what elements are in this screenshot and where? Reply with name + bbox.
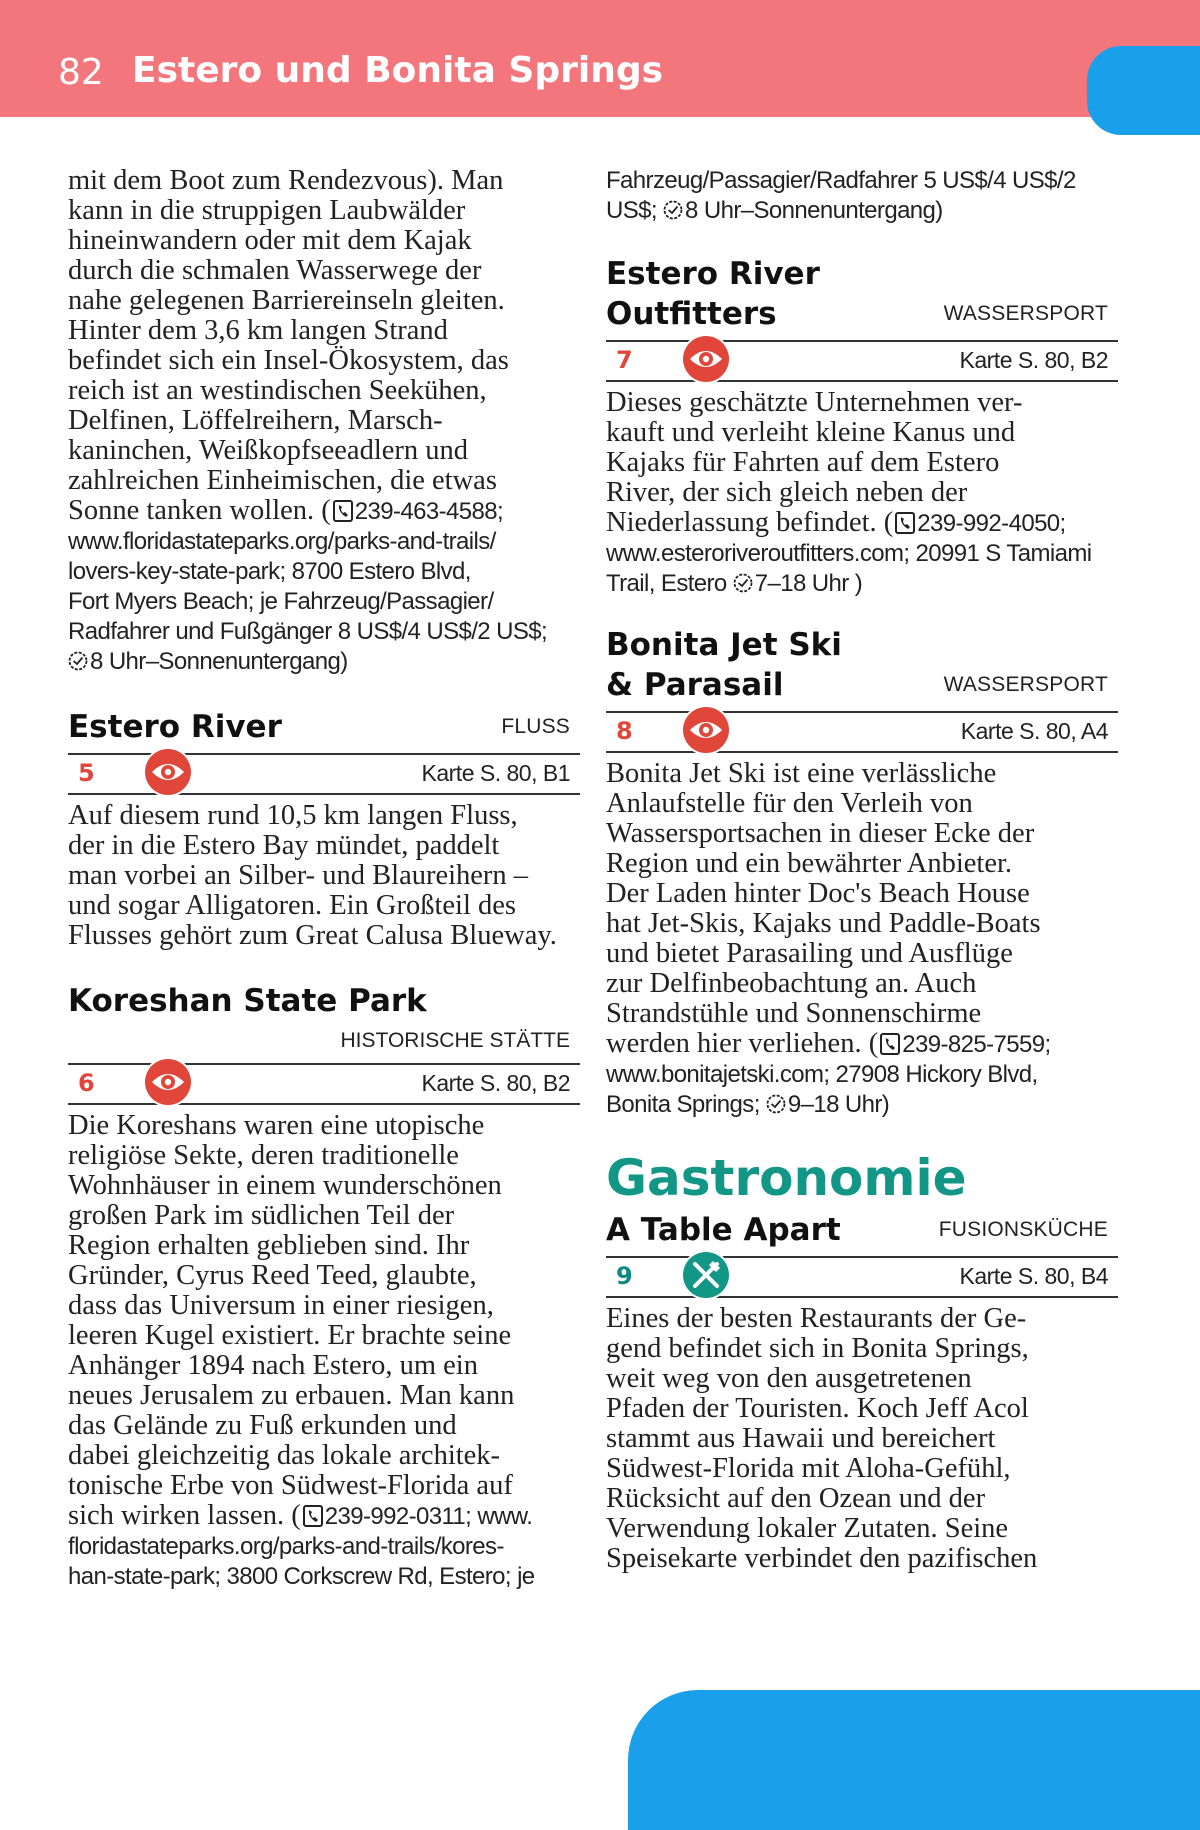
description-line <box>68 1501 580 1532</box>
intro-info-line: www.floridastateparks.org/parks-and-trails/ <box>68 528 496 555</box>
intro-line-text: Sonne tanken wollen. ( <box>68 495 331 526</box>
intro-line: durch die schmalen Wasserwege der <box>68 255 482 286</box>
intro-text <box>68 166 580 677</box>
listing-title: Koreshan State Park <box>68 983 427 1019</box>
continuation-text: US$; <box>606 197 664 224</box>
description-line: Region und ein bewährter Anbieter. <box>606 848 1013 879</box>
listing-hours: 7–18 Uhr ) <box>754 570 863 597</box>
description-line: Wassersportsachen in dieser Ecke der <box>606 818 1035 849</box>
description-line: Flusses gehört zum Great Calusa Blueway. <box>68 920 557 951</box>
description-line-text: werden hier verliehen. ( <box>606 1028 879 1059</box>
listing-title-line: Estero River <box>606 256 820 292</box>
listing-category: FLUSS <box>501 715 570 738</box>
listing-number: 6 <box>78 1069 95 1097</box>
listing-number: 9 <box>616 1262 633 1290</box>
listing-title-line: Outfitters <box>606 296 777 332</box>
description-line: Südwest-Florida mit Aloha-Gefühl, <box>606 1453 1011 1484</box>
intro-hours-line <box>68 647 580 677</box>
clock-icon <box>733 573 753 593</box>
intro-line: Delfinen, Löffelreihern, Marsch- <box>68 405 443 436</box>
description-line: leeren Kugel existiert. Er brachte seine <box>68 1320 512 1351</box>
listing-number: 7 <box>616 346 633 374</box>
listing-category: WASSERSPORT <box>943 673 1108 696</box>
intro-line: reich ist an westindischen Seekühen, <box>68 375 487 406</box>
description-line: großen Park im südlichen Teil der <box>68 1200 455 1231</box>
listing-bonita-jet-ski <box>606 625 1118 1120</box>
clock-icon <box>663 200 683 220</box>
intro-line: zahlreichen Einheimischen, die etwas <box>68 465 497 496</box>
description-line: River, der sich gleich neben der <box>606 477 968 508</box>
phone-icon <box>880 1033 900 1055</box>
listing-estero-river <box>68 707 580 951</box>
listing-header <box>606 625 1118 705</box>
eye-icon <box>681 334 731 384</box>
info-line <box>606 1090 1118 1120</box>
info-line: www.esteroriveroutfitters.com; 20991 S Tamiami <box>606 540 1092 567</box>
description-line: Verwendung lokaler Zutaten. Seine <box>606 1513 1009 1544</box>
info-line: han-state-park; 3800 Corkscrew Rd, Estero; je <box>68 1563 535 1590</box>
intro-line: Hinter dem 3,6 km langen Strand <box>68 315 448 346</box>
description-line: Gründer, Cyrus Reed Teed, glaubte, <box>68 1260 477 1291</box>
page-header <box>0 0 1200 117</box>
listing-category: WASSERSPORT <box>943 302 1108 325</box>
description-line: Wohnhäuser in einem wunderschönen <box>68 1170 502 1201</box>
listing-description <box>606 759 1118 1120</box>
description-line: Die Koreshans waren eine utopische <box>68 1110 485 1141</box>
listing-koreshan-state-park <box>68 981 580 1592</box>
description-line: dass das Universum in einer riesigen, <box>68 1290 494 1321</box>
description-line: religiöse Sekte, deren traditionelle <box>68 1140 459 1171</box>
description-line: hat Jet-Skis, Kajaks und Paddle-Boats <box>606 908 1041 939</box>
map-reference: Karte S. 80, B1 <box>421 760 570 786</box>
listing-header <box>68 981 580 1021</box>
listing-phone: 239-825-7559; <box>902 1031 1051 1058</box>
phone-icon <box>333 500 353 522</box>
intro-line: befindet sich ein Insel-Ökosystem, das <box>68 345 509 376</box>
listing-description <box>606 1304 1118 1574</box>
listing-number-row <box>606 1256 1118 1298</box>
listing-header <box>606 254 1118 334</box>
listing-estero-river-outfitters <box>606 254 1118 599</box>
description-line: tonische Erbe von Südwest-Florida auf <box>68 1470 513 1501</box>
listing-title-line: & Parasail <box>606 667 784 703</box>
eye-icon <box>681 705 731 755</box>
map-reference: Karte S. 80, B2 <box>959 347 1108 373</box>
info-text: Trail, Estero <box>606 570 733 597</box>
phone-icon <box>895 512 915 534</box>
listing-number: 5 <box>78 759 95 787</box>
left-column <box>68 166 580 1592</box>
description-line: Region erhalten geblieben sind. Ihr <box>68 1230 470 1261</box>
listing-category: HISTORISCHE STÄTTE <box>340 1029 570 1052</box>
eye-icon <box>143 747 193 797</box>
intro-hours: 8 Uhr–Sonnenuntergang) <box>90 648 348 675</box>
listing-number-row <box>68 753 580 795</box>
clock-icon <box>766 1094 786 1114</box>
map-reference: Karte S. 80, B2 <box>421 1070 570 1096</box>
continuation-line: Fahrzeug/Passagier/Radfahrer 5 US$/4 US$/2 <box>606 167 1076 194</box>
intro-line: hineinwandern oder mit dem Kajak <box>68 225 472 256</box>
chapter-tab <box>1087 46 1200 135</box>
description-line: neues Jerusalem zu erbauen. Man kann <box>68 1380 515 1411</box>
description-line: Speisekarte verbindet den pazifischen <box>606 1543 1038 1574</box>
description-line: Kajaks für Fahrten auf dem Estero <box>606 447 1000 478</box>
map-reference: Karte S. 80, B4 <box>959 1263 1108 1289</box>
eye-icon <box>143 1057 193 1107</box>
intro-line: kann in die struppigen Laubwälder <box>68 195 466 226</box>
listing-title-line: Bonita Jet Ski <box>606 627 842 663</box>
listing-description <box>68 801 580 951</box>
map-reference: Karte S. 80, A4 <box>960 718 1108 744</box>
description-line: der in die Estero Bay mündet, paddelt <box>68 830 500 861</box>
description-line-text: sich wirken lassen. ( <box>68 1500 301 1531</box>
listing-header <box>68 707 580 747</box>
description-line: weit weg von den ausgetretenen <box>606 1363 972 1394</box>
intro-line: kaninchen, Weißkopfseeadlern und <box>68 435 469 466</box>
listing-number-row <box>606 711 1118 753</box>
intro-info-line: Fort Myers Beach; je Fahrzeug/Passagier/ <box>68 588 494 615</box>
description-line: Auf diesem rund 10,5 km langen Fluss, <box>68 800 518 831</box>
description-line: Strandstühle und Sonnenschirme <box>606 998 982 1029</box>
description-line: Anlaufstelle für den Verleih von <box>606 788 973 819</box>
continuation-line <box>606 196 1118 226</box>
description-line: kauft und verleiht kleine Kanus und <box>606 417 1016 448</box>
listing-title: Estero River <box>68 709 282 745</box>
description-line: Dieses geschätzte Unternehmen ver- <box>606 387 1023 418</box>
fork-knife-icon <box>681 1250 731 1300</box>
description-line: und bietet Parasailing und Ausflüge <box>606 938 1013 969</box>
listing-number: 8 <box>616 717 633 745</box>
description-line: Bonita Jet Ski ist eine verlässliche <box>606 758 997 789</box>
description-line: Anhänger 1894 nach Estero, um ein <box>68 1350 478 1381</box>
description-line: Eines der besten Restaurants der Ge- <box>606 1303 1027 1334</box>
listing-a-table-apart <box>606 1210 1118 1574</box>
listing-phone: 239-992-0311; www. <box>324 1503 533 1530</box>
description-line: das Gelände zu Fuß erkunden und <box>68 1410 457 1441</box>
listing-hours: 9–18 Uhr) <box>787 1091 890 1118</box>
section-title: Gastronomie <box>606 1149 967 1207</box>
description-line: man vorbei an Silber- und Blaureihern – <box>68 860 529 891</box>
chapter-title: Estero und Bonita Springs <box>132 50 664 91</box>
description-line: dabei gleichzeitig das lokale architek- <box>68 1440 501 1471</box>
info-text: Bonita Springs; <box>606 1091 766 1118</box>
right-column <box>606 166 1118 1574</box>
listing-category: FUSIONSKÜCHE <box>938 1218 1108 1241</box>
description-line: Rücksicht auf den Ozean und der <box>606 1483 986 1514</box>
clock-icon <box>68 651 88 671</box>
intro-info-line: lovers-key-state-park; 8700 Estero Blvd, <box>68 558 471 585</box>
info-line: floridastateparks.org/parks-and-trails/kores- <box>68 1533 504 1560</box>
description-line: stammt aus Hawaii und bereichert <box>606 1423 996 1454</box>
intro-line: mit dem Boot zum Rendezvous). Man <box>68 165 504 196</box>
intro-phone: 239-463-4588; <box>354 498 504 525</box>
listing-description <box>606 388 1118 599</box>
listing-number-row <box>606 340 1118 382</box>
description-line: gend befindet sich in Bonita Springs, <box>606 1333 1029 1364</box>
description-line: zur Delfinbeobachtung an. Auch <box>606 968 977 999</box>
phone-icon <box>303 1505 323 1527</box>
intro-info-line: Radfahrer und Fußgänger 8 US$/4 US$/2 US$; <box>68 618 548 645</box>
intro-line: nahe gelegenen Barriereinseln gleiten. <box>68 285 505 316</box>
page-number: 82 <box>58 52 104 93</box>
listing-title: A Table Apart <box>606 1212 841 1248</box>
info-line <box>606 569 1118 599</box>
continuation-hours: 8 Uhr–Sonnenuntergang) <box>685 197 943 224</box>
description-line <box>606 508 1118 539</box>
listing-number-row <box>68 1063 580 1105</box>
info-line: www.bonitajetski.com; 27908 Hickory Blvd, <box>606 1061 1038 1088</box>
description-line: Der Laden hinter Doc's Beach House <box>606 878 1030 909</box>
corner-tab <box>628 1690 1200 1830</box>
description-line: und sogar Alligatoren. Ein Großteil des <box>68 890 516 921</box>
description-line <box>606 1029 1118 1060</box>
description-line: Pfaden der Touristen. Koch Jeff Acol <box>606 1393 1029 1424</box>
listing-header <box>606 1210 1118 1250</box>
listing-description <box>68 1111 580 1592</box>
intro-line <box>68 496 580 527</box>
description-line-text: Niederlassung befindet. ( <box>606 507 894 538</box>
listing-phone: 239-992-4050; <box>917 510 1066 537</box>
